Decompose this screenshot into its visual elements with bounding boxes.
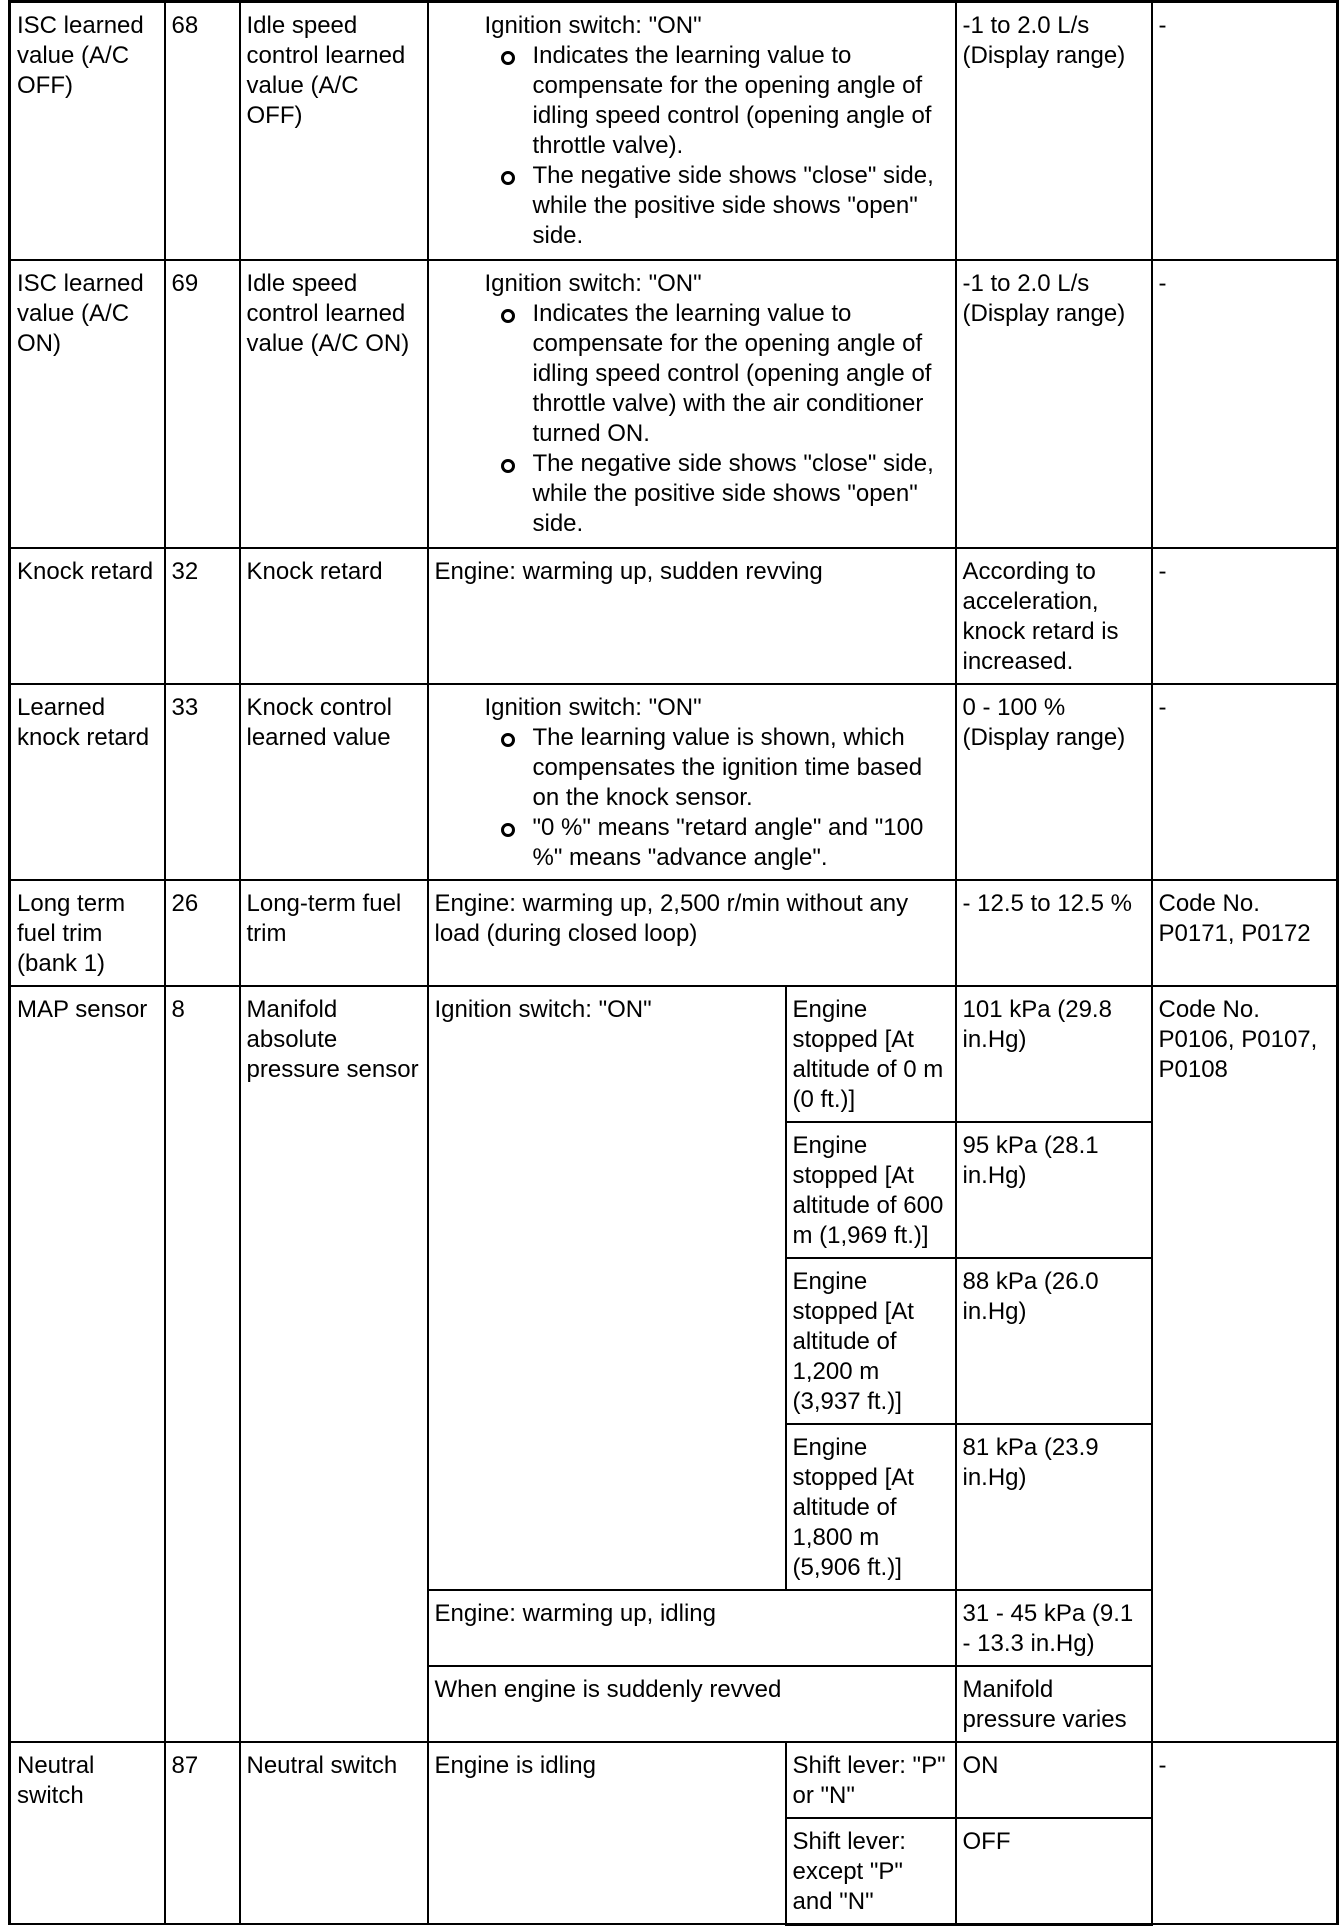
code-cell: - xyxy=(1152,260,1338,548)
code-cell: - xyxy=(1152,2,1338,260)
condition-heading: Ignition switch: "ON" xyxy=(484,12,702,39)
notes-list xyxy=(435,299,949,539)
table-row-long-term-fuel-trim xyxy=(10,880,1338,986)
normal-value-cell: -1 to 2.0 L/s (Display range) xyxy=(956,260,1152,548)
item-cell: Neutral switch xyxy=(10,1742,165,1925)
description-cell: Idle speed control learned value (A/C OFF) xyxy=(240,2,428,260)
normal-value-cell: ON xyxy=(956,1742,1152,1818)
description-cell: Neutral switch xyxy=(240,1742,428,1925)
item-cell: ISC learned value (A/C OFF) xyxy=(10,2,165,260)
item-cell: ISC learned value (A/C ON) xyxy=(10,260,165,548)
normal-value-cell: OFF xyxy=(956,1818,1152,1925)
id-cell: 32 xyxy=(165,548,240,684)
sub-condition-cell: Shift lever: "P" or "N" xyxy=(786,1742,956,1818)
sub-condition-cell: Engine stopped [At altitude of 0 m (0 ft.)] xyxy=(786,986,956,1122)
description-cell: Knock control learned value xyxy=(240,684,428,880)
condition-heading: Ignition switch: "ON" xyxy=(484,693,702,721)
note-bullet: The learning value is shown, which compensates the ignition time based on the knock sensor. xyxy=(485,723,949,813)
code-cell: - xyxy=(1152,1742,1338,1925)
description-cell: Idle speed control learned value (A/C ON) xyxy=(240,260,428,548)
id-cell: 69 xyxy=(165,260,240,548)
id-cell: 8 xyxy=(165,986,240,1742)
condition-cell xyxy=(428,260,956,548)
condition-cell: Engine: warming up, idling xyxy=(428,1590,956,1666)
spec-page xyxy=(8,0,1336,1926)
id-cell: 87 xyxy=(165,1742,240,1925)
id-cell: 33 xyxy=(165,684,240,880)
normal-value-cell: -1 to 2.0 L/s (Display range) xyxy=(956,2,1152,260)
normal-value-cell: Manifold pressure varies xyxy=(956,1666,1152,1742)
condition-cell xyxy=(428,684,956,880)
table-row-isc-off xyxy=(10,2,1338,260)
sub-condition-cell: Engine stopped [At altitude of 1,800 m (5,906 ft.)] xyxy=(786,1424,956,1590)
item-cell: Long term fuel trim (bank 1) xyxy=(10,880,165,986)
normal-value-cell: 95 kPa (28.1 in.Hg) xyxy=(956,1122,1152,1258)
code-cell: Code No. P0171, P0172 xyxy=(1152,880,1338,986)
condition-heading: Ignition switch: "ON" xyxy=(484,269,702,297)
data-monitor-table xyxy=(8,0,1339,1926)
condition-cell xyxy=(428,2,956,260)
description-cell: Knock retard xyxy=(240,548,428,684)
normal-value-cell: According to acceleration, knock retard is increased. xyxy=(956,548,1152,684)
table-row-learned-knock-retard xyxy=(10,684,1338,880)
code-cell: Code No. P0106, P0107, P0108 xyxy=(1152,986,1338,1742)
condition-cell: Engine: warming up, 2,500 r/min without any load (during closed loop) xyxy=(428,880,956,986)
normal-value-cell: 0 - 100 % (Display range) xyxy=(956,684,1152,880)
id-cell: 26 xyxy=(165,880,240,986)
item-cell: Knock retard xyxy=(10,548,165,684)
normal-value-cell: 31 - 45 kPa (9.1 - 13.3 in.Hg) xyxy=(956,1590,1152,1666)
note-bullet: "0 %" means "retard angle" and "100 %" means "advance angle". xyxy=(485,813,949,873)
notes-list xyxy=(435,41,949,251)
condition-cell: Ignition switch: "ON" xyxy=(428,986,786,1590)
sub-condition-cell: Shift lever: except "P" and "N" xyxy=(786,1818,956,1925)
note-bullet: Indicates the learning value to compensate for the opening angle of idling speed control (opening angle of throttle valve) with the air conditioner turned ON. xyxy=(485,299,949,449)
note-bullet: Indicates the learning value to compensate for the opening angle of idling speed control (opening angle of throttle valve). xyxy=(485,41,949,161)
note-bullet: The negative side shows "close" side, while the positive side shows "open" side. xyxy=(485,449,949,539)
condition-cell: When engine is suddenly revved xyxy=(428,1666,956,1742)
note-bullet: The negative side shows "close" side, while the positive side shows "open" side. xyxy=(485,161,949,251)
normal-value-cell: - 12.5 to 12.5 % xyxy=(956,880,1152,986)
description-cell: Manifold absolute pressure sensor xyxy=(240,986,428,1742)
condition-cell: Engine is idling xyxy=(428,1742,786,1925)
notes-list xyxy=(435,723,949,873)
table-row-neutral-switch xyxy=(10,1742,1338,1818)
code-cell: - xyxy=(1152,684,1338,880)
normal-value-cell: 88 kPa (26.0 in.Hg) xyxy=(956,1258,1152,1424)
item-cell: Learned knock retard xyxy=(10,684,165,880)
table-row-knock-retard xyxy=(10,548,1338,684)
normal-value-cell: 81 kPa (23.9 in.Hg) xyxy=(956,1424,1152,1590)
table-row-isc-on xyxy=(10,260,1338,548)
sub-condition-cell: Engine stopped [At altitude of 1,200 m (3,937 ft.)] xyxy=(786,1258,956,1424)
code-cell: - xyxy=(1152,548,1338,684)
description-cell: Long-term fuel trim xyxy=(240,880,428,986)
normal-value-cell: 101 kPa (29.8 in.Hg) xyxy=(956,986,1152,1122)
condition-cell: Engine: warming up, sudden revving xyxy=(428,548,956,684)
sub-condition-cell: Engine stopped [At altitude of 600 m (1,969 ft.)] xyxy=(786,1122,956,1258)
table-row-map-sensor xyxy=(10,986,1338,1122)
id-cell: 68 xyxy=(165,2,240,260)
item-cell: MAP sensor xyxy=(10,986,165,1742)
